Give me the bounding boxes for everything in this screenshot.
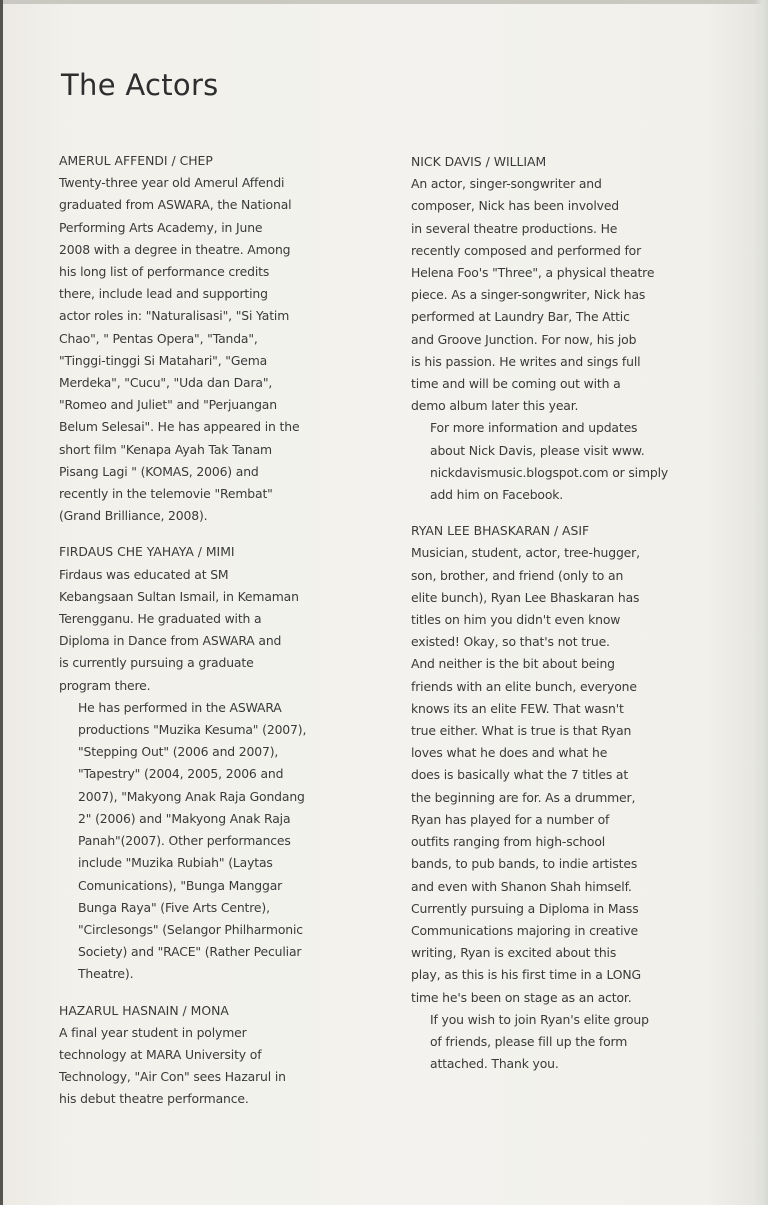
bio-line: Belum Selesai". He has appeared in the	[59, 419, 300, 435]
actor-bio	[59, 150, 404, 527]
bio-line: Merdeka", "Cucu", "Uda dan Dara",	[59, 375, 273, 391]
bio-line: nickdavismusic.blogspot.com or simply	[430, 464, 669, 480]
bio-line: titles on him you didn't even know	[411, 612, 621, 628]
bio-line: son, brother, and friend (only to an	[411, 567, 624, 583]
bio-line: performed at Laundry Bar, The Attic	[411, 309, 630, 325]
bio-line: composer, Nick has been involved	[411, 198, 620, 214]
bio-line: short film "Kenapa Ayah Tak Tanam	[59, 441, 272, 457]
bio-line: He has performed in the ASWARA	[78, 699, 282, 715]
bio-paragraph	[59, 1022, 404, 1111]
bio-line: Currently pursuing a Diploma in Mass	[411, 900, 639, 916]
actor-bio	[411, 520, 759, 1075]
bio-line: loves what he does and what he	[411, 745, 608, 761]
bio-line: Comunications), "Bunga Manggar	[78, 877, 283, 893]
bio-line: the beginning are for. As a drummer,	[411, 789, 636, 805]
bio-line: Helena Foo's "Three", a physical theatre	[411, 265, 655, 281]
bio-line: is his passion. He writes and sings full	[411, 353, 641, 369]
bio-line: Firdaus was educated at SM	[59, 566, 229, 582]
bio-line: Society) and "RACE" (Rather Peculiar	[78, 944, 302, 960]
actor-name: AMERUL AFFENDI / CHEP	[59, 153, 213, 168]
bio-paragraph	[411, 417, 759, 506]
right-column	[411, 151, 759, 1089]
bio-line: 2007), "Makyong Anak Raja Gondang	[78, 788, 305, 804]
actor-name: NICK DAVIS / WILLIAM	[411, 154, 547, 169]
bio-line: Panah"(2007). Other performances	[78, 833, 291, 849]
bio-paragraph	[411, 1009, 759, 1076]
bio-line: recently in the telemovie "Rembat"	[59, 486, 273, 502]
actor-name: FIRDAUS CHE YAHAYA / MIMI	[59, 544, 235, 560]
bio-line: include "Muzika Rubiah" (Laytas	[78, 855, 273, 871]
bio-line: "Circlesongs" (Selangor Philharmonic	[78, 921, 303, 937]
actor-bio	[59, 1000, 404, 1111]
bio-line: Communications majoring in creative	[411, 922, 639, 938]
bio-line: existed! Okay, so that's not true.	[411, 634, 610, 650]
bio-line: graduated from ASWARA, the National	[59, 197, 292, 213]
bio-line: Terengganu. He graduated with a	[59, 611, 262, 627]
actor-bio	[411, 151, 759, 506]
bio-line: And neither is the bit about being	[411, 656, 615, 672]
scan-top-edge	[0, 0, 768, 4]
bio-line: For more information and updates	[430, 420, 638, 436]
actor-name: RYAN LEE BHASKARAN / ASIF	[411, 523, 590, 539]
bio-line: productions "Muzika Kesuma" (2007),	[78, 722, 307, 738]
bio-line: program there.	[59, 677, 151, 693]
bio-paragraph	[59, 697, 404, 986]
bio-line: of friends, please fill up the form	[430, 1033, 628, 1049]
bio-line: actor roles in: "Naturalisasi", "Si Yatim	[59, 308, 290, 324]
bio-line: Diploma in Dance from ASWARA and	[59, 633, 282, 649]
bio-paragraph	[59, 172, 404, 527]
bio-line: 2" (2006) and "Makyong Anak Raja	[78, 810, 291, 826]
bio-line: true either. What is true is that Ryan	[411, 723, 632, 739]
bio-line: friends with an elite bunch, everyone	[411, 678, 637, 694]
left-column	[59, 150, 404, 1125]
bio-paragraph	[411, 173, 759, 417]
bio-line: knows its an elite FEW. That wasn't	[411, 700, 624, 716]
bio-line: there, include lead and supporting	[59, 286, 268, 302]
bio-line: technology at MARA University of	[59, 1046, 262, 1062]
bio-line: outfits ranging from high-school	[411, 834, 606, 850]
bio-line: writing, Ryan is excited about this	[411, 945, 617, 961]
bio-line: is currently pursuing a graduate	[59, 655, 254, 671]
bio-line: time he's been on stage as an actor.	[411, 989, 632, 1005]
bio-line: his long list of performance credits	[59, 264, 270, 280]
bio-line: attached. Thank you.	[430, 1056, 559, 1072]
actor-name: HAZARUL HASNAIN / MONA	[59, 1002, 229, 1018]
scan-left-edge	[0, 0, 3, 1205]
bio-line: recently composed and performed for	[411, 242, 642, 258]
bio-paragraph	[59, 564, 404, 697]
bio-line: (Grand Brilliance, 2008).	[59, 508, 208, 524]
bio-line: time and will be coming out with a	[411, 376, 621, 392]
actor-bio	[59, 541, 404, 985]
bio-line: bands, to pub bands, to indie artistes	[411, 856, 638, 872]
bio-line: Ryan has played for a number of	[411, 811, 610, 827]
bio-line: demo album later this year.	[411, 398, 579, 414]
bio-line: about Nick Davis, please visit www.	[430, 442, 645, 458]
bio-line: add him on Facebook.	[430, 487, 564, 503]
bio-line: Kebangsaan Sultan Ismail, in Kemaman	[59, 588, 299, 604]
bio-line: Theatre).	[78, 966, 134, 982]
bio-line: "Romeo and Juliet" and "Perjuangan	[59, 397, 277, 413]
bio-line: in several theatre productions. He	[411, 220, 618, 236]
bio-line: An actor, singer-songwriter and	[411, 176, 602, 192]
bio-line: Performing Arts Academy, in June	[59, 219, 263, 235]
bio-paragraph	[411, 542, 759, 1008]
bio-line: Twenty-three year old Amerul Affendi	[59, 175, 285, 191]
bio-line: "Stepping Out" (2006 and 2007),	[78, 744, 279, 760]
bio-line: "Tinggi-tinggi Si Matahari", "Gema	[59, 352, 268, 368]
bio-line: does is basically what the 7 titles at	[411, 767, 629, 783]
bio-line: "Tapestry" (2004, 2005, 2006 and	[78, 766, 284, 782]
bio-line: elite bunch), Ryan Lee Bhaskaran has	[411, 589, 640, 605]
bio-line: Technology, "Air Con" sees Hazarul in	[59, 1069, 286, 1085]
bio-line: and Groove Junction. For now, his job	[411, 331, 637, 347]
bio-line: Bunga Raya" (Five Arts Centre),	[78, 899, 270, 915]
bio-line: 2008 with a degree in theatre. Among	[59, 241, 291, 257]
bio-line: piece. As a singer-songwriter, Nick has	[411, 287, 646, 303]
bio-line: play, as this is his first time in a LONG	[411, 967, 641, 983]
bio-line: A final year student in polymer	[59, 1024, 247, 1040]
page-title: The Actors	[61, 68, 219, 102]
bio-line: If you wish to join Ryan's elite group	[430, 1011, 649, 1027]
bio-line: his debut theatre performance.	[59, 1091, 249, 1107]
bio-line: and even with Shanon Shah himself.	[411, 878, 632, 894]
bio-line: Pisang Lagi " (KOMAS, 2006) and	[59, 463, 259, 479]
bio-line: Chao", " Pentas Opera", "Tanda",	[59, 330, 258, 346]
bio-line: Musician, student, actor, tree-hugger,	[411, 545, 640, 561]
